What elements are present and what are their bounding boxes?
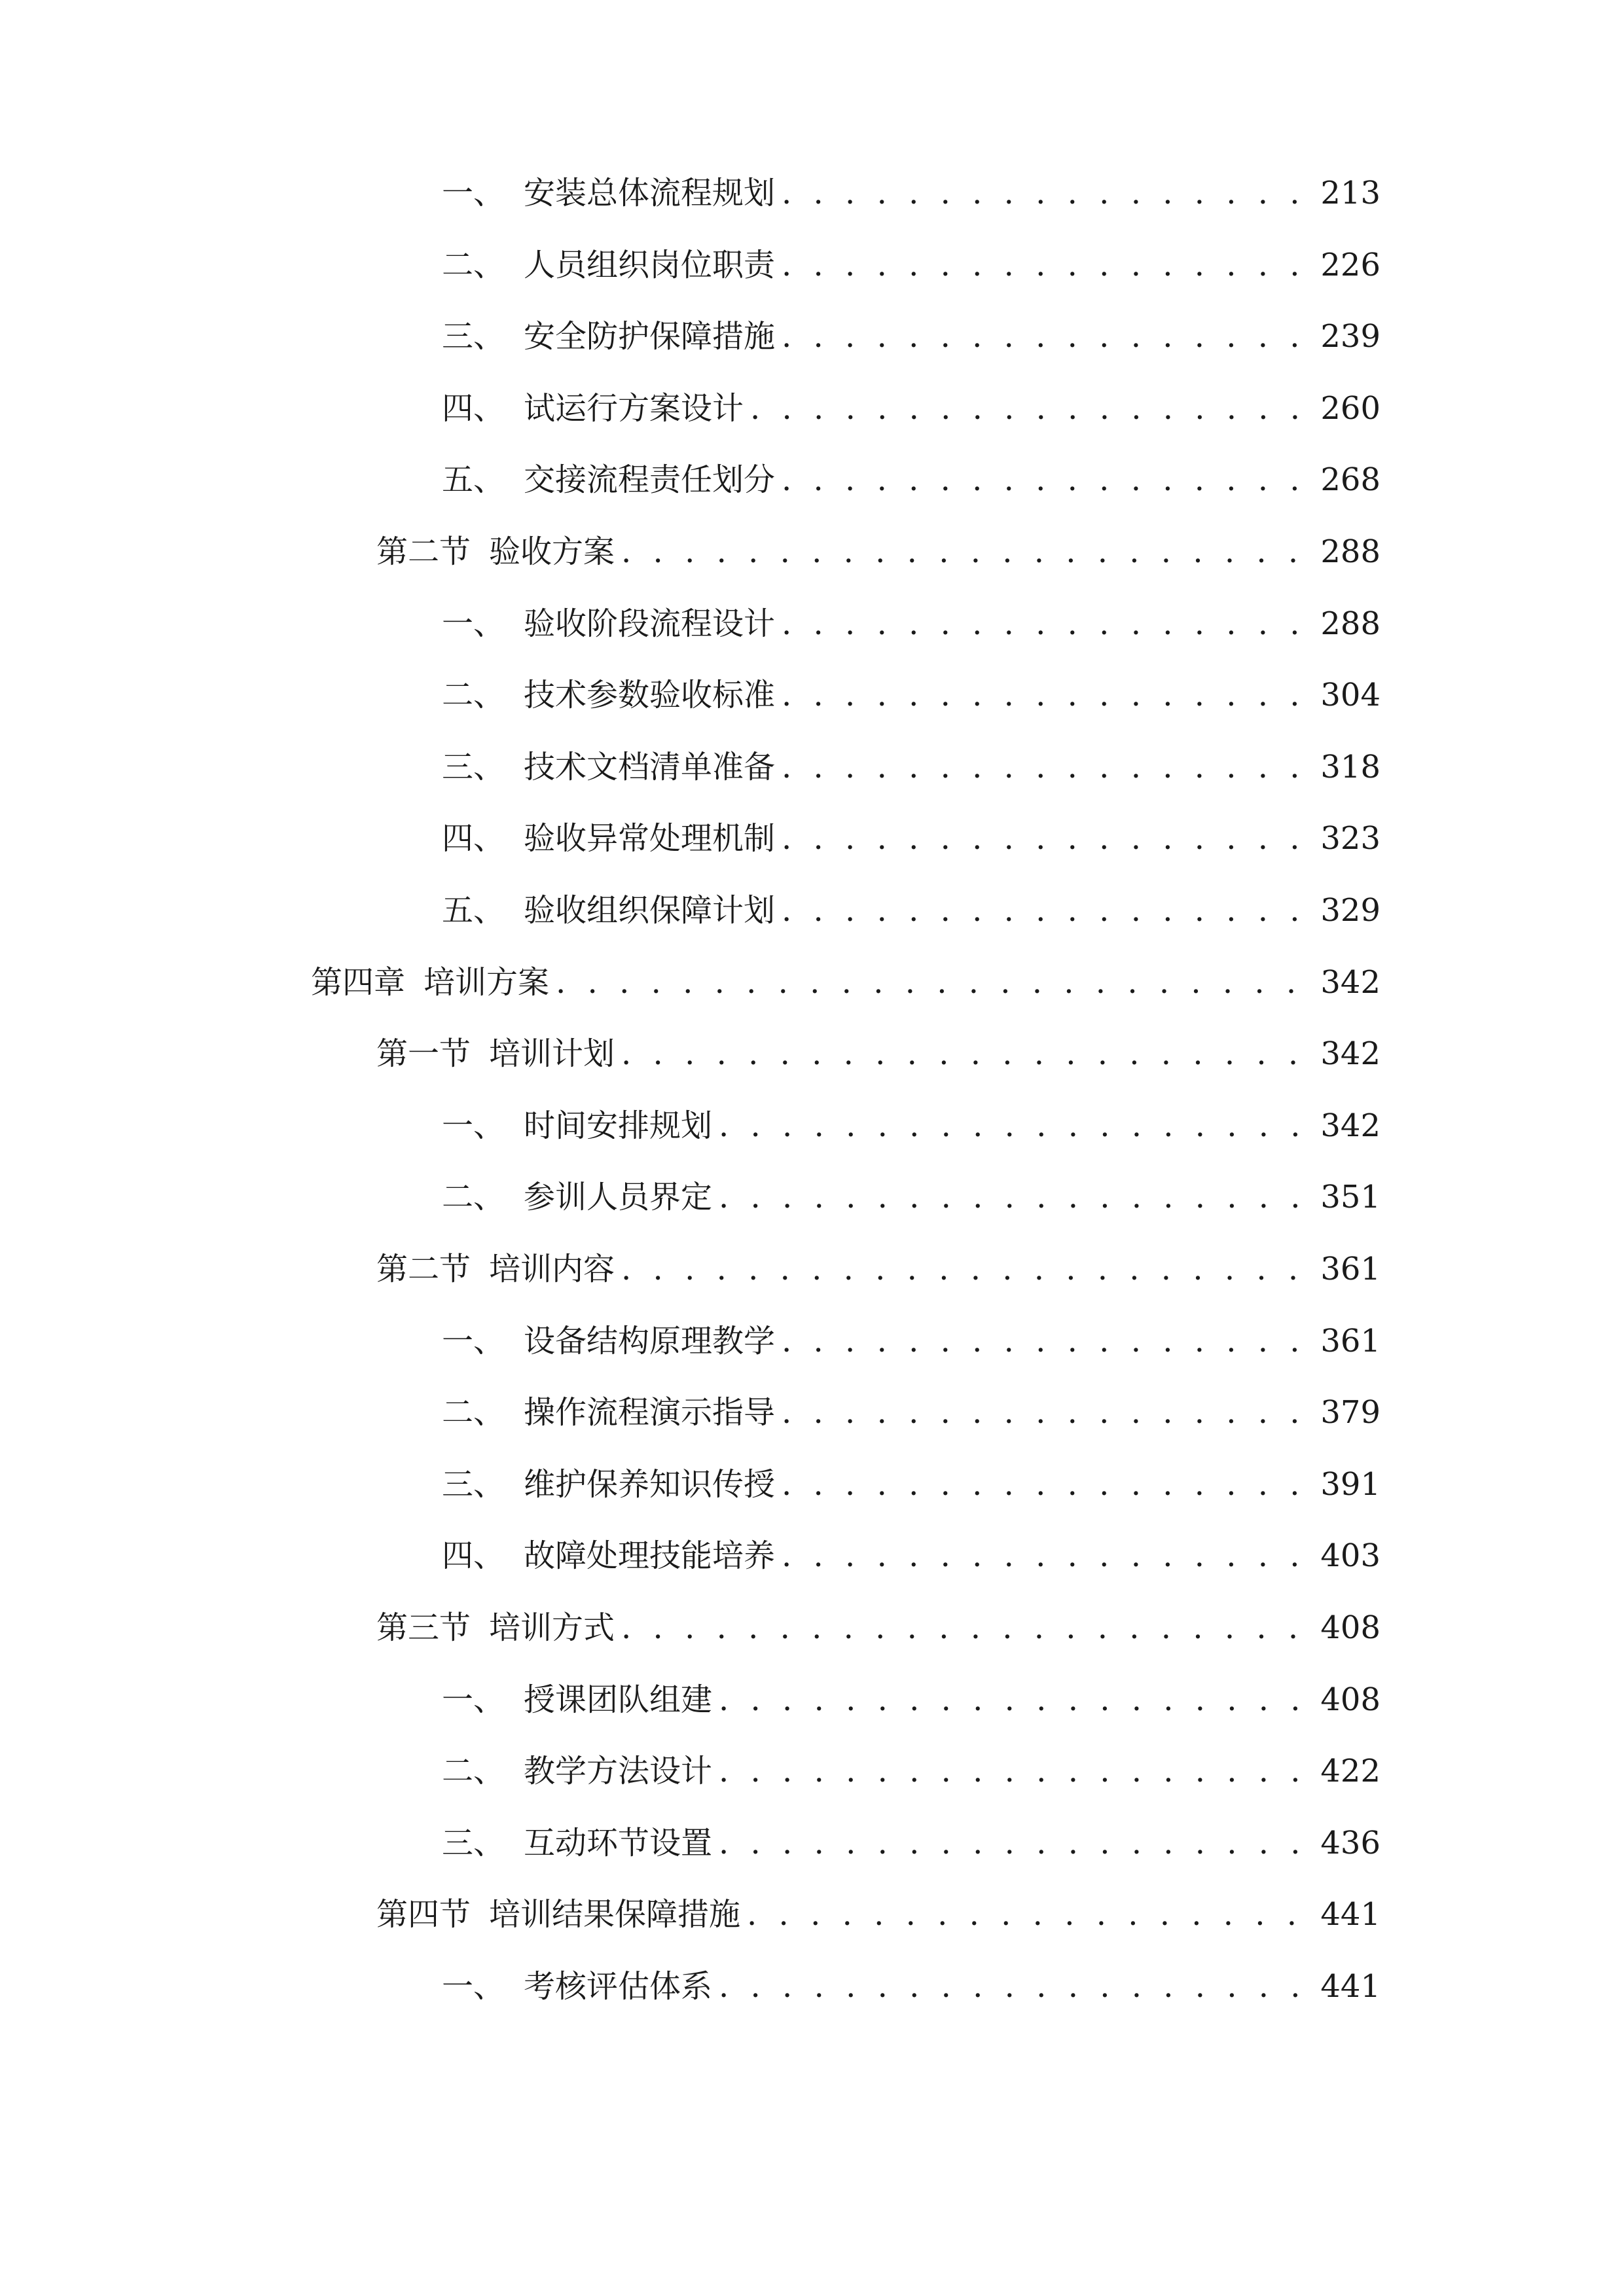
toc-entry-page-number: 408 (1320, 1609, 1380, 1646)
toc-dot-leader (556, 956, 1311, 1009)
toc-dot-leader (747, 1888, 1311, 1941)
toc-dot-leader (719, 1960, 1311, 2013)
toc-entry-number: 一、 (442, 1681, 505, 1718)
toc-entry-number: 二、 (442, 1753, 505, 1789)
toc-entry-page-number: 342 (1320, 1107, 1380, 1144)
toc-dot-leader (782, 1458, 1311, 1511)
toc-entry-page-number: 323 (1320, 820, 1380, 857)
toc-entry-page-number: 226 (1320, 247, 1380, 283)
toc-entry[interactable] (376, 1243, 1380, 1295)
toc-entry-number: 三、 (442, 318, 505, 355)
toc-entry-page-number: 379 (1320, 1394, 1380, 1431)
toc-entry[interactable] (442, 454, 1380, 506)
toc-entry-number: 第四节 (376, 1896, 471, 1933)
toc-entry-title: 安全防护保障措施 (524, 318, 776, 355)
toc-entry[interactable] (442, 1458, 1380, 1511)
toc-entry[interactable] (442, 669, 1380, 721)
toc-entry-page-number: 342 (1320, 1035, 1380, 1072)
toc-entry[interactable] (376, 1028, 1380, 1080)
toc-entry-title: 验收组织保障计划 (524, 892, 776, 929)
toc-entry-number: 三、 (442, 749, 505, 785)
toc-entry-number: 二、 (442, 1394, 505, 1431)
toc-entry-page-number: 288 (1320, 605, 1380, 642)
toc-entry-title: 人员组织岗位职责 (524, 247, 776, 283)
toc-entry-number: 一、 (442, 1323, 505, 1359)
toc-entry-title: 技术参数验收标准 (524, 677, 776, 713)
toc-entry[interactable] (442, 1745, 1380, 1797)
toc-entry-title: 维护保养知识传授 (524, 1466, 776, 1503)
toc-entry[interactable] (442, 1674, 1380, 1726)
toc-entry-number: 二、 (442, 1179, 505, 1215)
toc-entry-number: 第四章 (311, 964, 406, 1001)
toc-entry-number: 二、 (442, 677, 505, 713)
toc-entry-number: 一、 (442, 1107, 505, 1144)
toc-entry[interactable] (311, 956, 1380, 1009)
toc-entry-title: 试运行方案设计 (524, 390, 744, 427)
toc-entry-number: 二、 (442, 247, 505, 283)
toc-entry-number: 第二节 (376, 1251, 471, 1287)
toc-entry-title: 授课团队组建 (524, 1681, 713, 1718)
toc-entry[interactable] (442, 382, 1380, 435)
toc-entry-title: 验收异常处理机制 (524, 820, 776, 857)
toc-entry-page-number: 403 (1320, 1537, 1380, 1574)
toc-entry-page-number: 351 (1320, 1179, 1380, 1215)
toc-dot-leader (782, 1530, 1311, 1582)
toc-entry-page-number: 408 (1320, 1681, 1380, 1718)
toc-dot-leader (719, 1100, 1311, 1152)
toc-dot-leader (782, 167, 1311, 219)
toc-entry-number: 第一节 (376, 1035, 471, 1072)
toc-entry-title: 培训方式 (489, 1609, 615, 1646)
toc-dot-leader (719, 1817, 1311, 1869)
toc-dot-leader (782, 884, 1311, 937)
toc-dot-leader (719, 1745, 1311, 1797)
toc-dot-leader (621, 1243, 1311, 1295)
toc-entry-title: 验收方案 (489, 533, 615, 570)
toc-dot-leader (719, 1674, 1311, 1726)
toc-entry-page-number: 361 (1320, 1251, 1380, 1287)
toc-entry-number: 三、 (442, 1466, 505, 1503)
toc-entry-number: 第二节 (376, 533, 471, 570)
toc-dot-leader (782, 1315, 1311, 1367)
toc-entry[interactable] (442, 239, 1380, 291)
toc-entry[interactable] (442, 598, 1380, 650)
toc-dot-leader (621, 1602, 1311, 1654)
toc-entry-page-number: 441 (1320, 1968, 1380, 2005)
toc-dot-leader (782, 812, 1311, 865)
toc-entry[interactable] (376, 526, 1380, 578)
toc-entry-page-number: 441 (1320, 1896, 1380, 1933)
toc-entry-page-number: 304 (1320, 677, 1380, 713)
toc-entry-number: 一、 (442, 605, 505, 642)
toc-entry-page-number: 260 (1320, 390, 1380, 427)
toc-entry[interactable] (442, 167, 1380, 219)
toc-entry-title: 参训人员界定 (524, 1179, 713, 1215)
toc-entry[interactable] (376, 1602, 1380, 1654)
toc-entry-number: 五、 (442, 461, 505, 498)
toc-entry-title: 时间安排规划 (524, 1107, 713, 1144)
toc-entry[interactable] (442, 1530, 1380, 1582)
toc-dot-leader (782, 310, 1311, 363)
toc-entry-title: 故障处理技能培养 (524, 1537, 776, 1574)
toc-entry-page-number: 318 (1320, 749, 1380, 785)
toc-entry[interactable] (376, 1888, 1380, 1941)
toc-entry-page-number: 391 (1320, 1466, 1380, 1503)
toc-entry-number: 四、 (442, 1537, 505, 1574)
toc-entry-number: 三、 (442, 1825, 505, 1861)
toc-entry-page-number: 239 (1320, 318, 1380, 355)
toc-dot-leader (782, 741, 1311, 793)
toc-entry-number: 一、 (442, 175, 505, 211)
toc-entry[interactable] (442, 1817, 1380, 1869)
toc-entry-title: 互动环节设置 (524, 1825, 713, 1861)
toc-entry-page-number: 422 (1320, 1753, 1380, 1789)
toc-entry-page-number: 436 (1320, 1825, 1380, 1861)
toc-entry[interactable] (442, 741, 1380, 793)
toc-entry[interactable] (442, 1386, 1380, 1439)
toc-entry-title: 教学方法设计 (524, 1753, 713, 1789)
toc-entry-title: 培训方案 (424, 964, 550, 1001)
toc-dot-leader (782, 669, 1311, 721)
toc-entry[interactable] (442, 884, 1380, 937)
toc-entry-title: 交接流程责任划分 (524, 461, 776, 498)
toc-dot-leader (719, 1171, 1311, 1223)
toc-entry[interactable] (442, 310, 1380, 363)
toc-entry[interactable] (442, 812, 1380, 865)
toc-entry-number: 一、 (442, 1968, 505, 2005)
toc-entry-title: 设备结构原理教学 (524, 1323, 776, 1359)
toc-entry-title: 技术文档清单准备 (524, 749, 776, 785)
toc-dot-leader (782, 1386, 1311, 1439)
toc-dot-leader (782, 239, 1311, 291)
toc-entry[interactable] (442, 1171, 1380, 1223)
toc-dot-leader (782, 454, 1311, 506)
toc-entry-page-number: 329 (1320, 892, 1380, 929)
toc-entry-page-number: 288 (1320, 533, 1380, 570)
toc-entry[interactable] (442, 1315, 1380, 1367)
toc-entry-number: 五、 (442, 892, 505, 929)
toc-entry-title: 验收阶段流程设计 (524, 605, 776, 642)
toc-entry-title: 培训计划 (489, 1035, 615, 1072)
toc-entry-title: 安装总体流程规划 (524, 175, 776, 211)
toc-entry-title: 考核评估体系 (524, 1968, 713, 2005)
toc-entry-title: 培训结果保障措施 (489, 1896, 741, 1933)
toc-entry[interactable] (442, 1960, 1380, 2013)
toc-entry-page-number: 268 (1320, 461, 1380, 498)
toc-dot-leader (750, 382, 1311, 435)
toc-entry-page-number: 213 (1320, 175, 1380, 211)
toc-entry-number: 四、 (442, 390, 505, 427)
toc-entry-number: 第三节 (376, 1609, 471, 1646)
toc-dot-leader (621, 1028, 1311, 1080)
toc-dot-leader (621, 526, 1311, 578)
toc-entry-page-number: 342 (1320, 964, 1380, 1001)
toc-dot-leader (782, 598, 1311, 650)
toc-entry-title: 操作流程演示指导 (524, 1394, 776, 1431)
toc-entry-title: 培训内容 (489, 1251, 615, 1287)
toc-entry-page-number: 361 (1320, 1323, 1380, 1359)
toc-entry[interactable] (442, 1100, 1380, 1152)
toc-entry-number: 四、 (442, 820, 505, 857)
